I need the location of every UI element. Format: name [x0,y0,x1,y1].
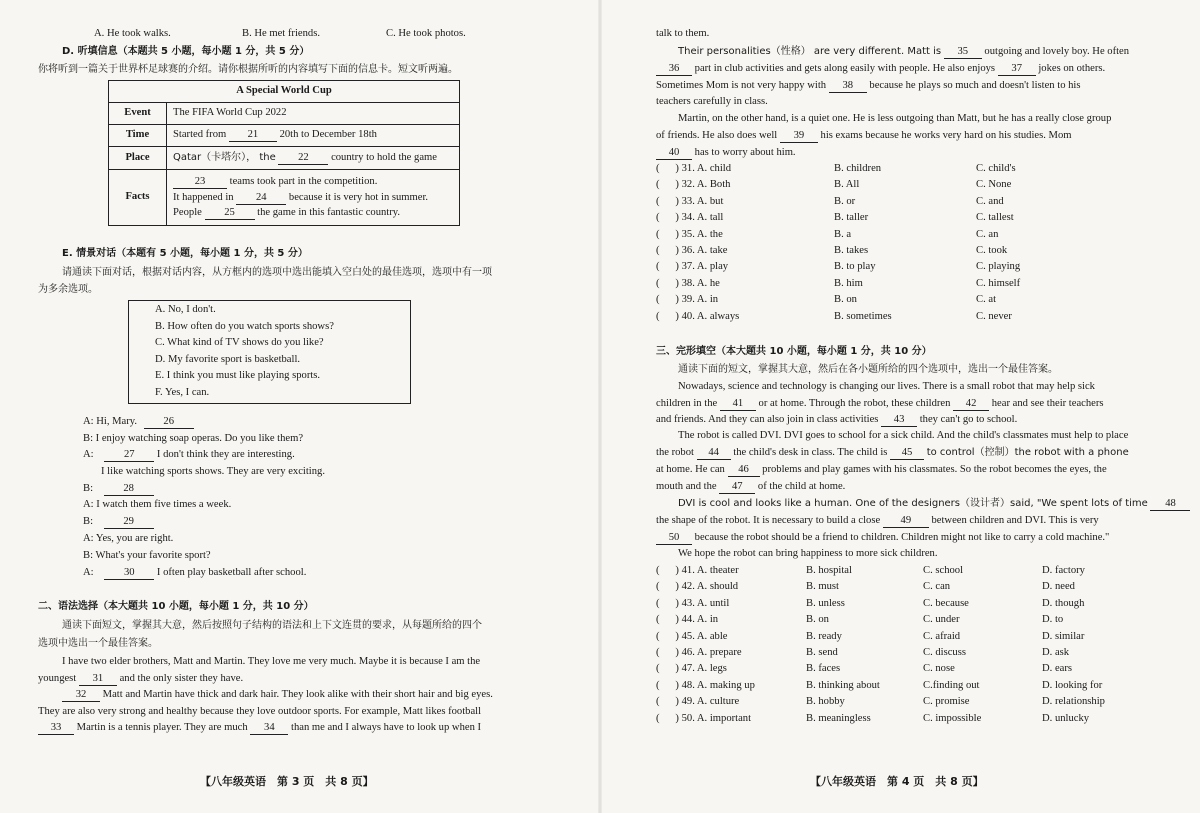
choice-option-a[interactable]: ( ) 43. A. until [656,597,730,609]
passage-line: talk to them. [656,28,710,39]
place-label: Place [109,147,167,170]
choice-option-c[interactable]: C.finding out [923,679,980,691]
facts-line-2-pre: It happened in [173,191,234,203]
time-label: Time [109,125,167,147]
choice-option-b[interactable]: B. or [834,195,856,207]
passage-line: I have two elder brothers, Matt and Martin. They love me very much. Maybe it is because I am the [62,656,481,667]
choice-option-d[interactable]: D. to [1042,614,1064,626]
facts-label: Facts [109,170,167,226]
dialogue-option: D. My favorite sport is basketball. [155,353,301,365]
passage-text: part in club activities and gets along easily with people. He also enjoys [694,63,996,74]
blank-26[interactable]: 26 [144,415,194,429]
choice-option-c[interactable]: C. discuss [923,647,966,658]
choice-option-a[interactable]: ( ) 50. A. important [656,712,752,724]
choice-option-a[interactable]: ( ) 42. A. should [656,581,739,593]
dialogue-text: I often play basketball after school. [156,567,307,578]
facts-line-3-post: the game in this fantastic country. [257,207,401,219]
passage-text: mouth and the [656,481,717,492]
passage-line [38,720,481,736]
dialogue-line-3 [83,447,295,463]
choice-option-d[interactable]: D. factory [1042,565,1085,576]
blank-49[interactable]: 49 [883,514,929,528]
time-pre: Started from [173,129,227,141]
passage-line [656,530,1109,546]
choice-option-a[interactable]: ( ) 49. A. culture [656,696,740,708]
choice-option-d[interactable]: D. unlucky [1042,712,1090,724]
choice-option-a[interactable]: ( ) 48. A. making up [656,679,755,691]
blank-37[interactable]: 37 [998,62,1036,76]
dialogue-line-1 [83,414,194,430]
passage-text: the robot [656,447,694,458]
section-3-instruction: 通读下面的短文，掌握其大意，然后在各小题所给的四个选项中，选出一个最佳答案。 [678,364,1058,375]
passage-text: Sometimes Mom is not very happy with [656,80,827,91]
blank-48[interactable]: 48 [1150,497,1190,511]
choice-option-b[interactable]: B. sometimes [834,310,892,322]
blank-36[interactable]: 36 [656,62,692,76]
choice-option-b[interactable]: B. thinking about [806,679,880,691]
time-value [167,125,460,147]
passage-line [678,44,1129,60]
passage-line [656,61,1105,77]
passage-line [656,513,1099,529]
choice-option-d[interactable]: D. looking for [1042,679,1103,691]
passage-line [656,445,1129,461]
passage-text: problems and play games with his classmates. So the robot becomes the eyes, the [762,464,1107,475]
dialogue-line-8: A: Yes, you are right. [83,533,174,544]
choice-option-b[interactable]: B. hospital [806,565,852,576]
passage-line [678,496,1190,512]
blank-50[interactable]: 50 [656,531,692,545]
blank-28[interactable]: 28 [104,482,154,496]
dialogue-text: I don't think they are interesting. [156,449,295,460]
passage-text: because the robot should be a friend to children. Children might not like to carry a cold machine." [694,532,1110,543]
passage-text: jokes on others. [1038,63,1106,74]
passage-text: outgoing and lovely boy. He often [984,46,1130,57]
choice-option-d[interactable]: D. ears [1042,663,1073,675]
choice-option-d[interactable]: D. need [1042,581,1075,593]
section-d-instruction: 你将听到一篇关于世界杯足球赛的介绍。请你根据所听的内容填写下面的信息卡。短文听两遍。 [38,64,458,75]
blank-22[interactable]: 22 [278,151,328,165]
passage-text: Their personalities（性格） are very different. Matt is [678,46,942,57]
dialogue-option: B. How often do you watch sports shows? [155,320,334,332]
dialogue-line-6: A: I watch them five times a week. [83,499,232,510]
choice-option-b[interactable]: B. faces [806,663,841,675]
dialogue-option: C. What kind of TV shows do you like? [155,337,324,348]
blank-23[interactable]: 23 [173,175,227,189]
choice-option-b[interactable]: B. unless [806,597,845,609]
choice-option-a[interactable]: ( ) 37. A. play [656,261,729,273]
blank-30[interactable]: 30 [104,566,154,580]
blank-27[interactable]: 27 [104,448,154,462]
page-footer-left: 【八年级英语 第 3 页 共 8 页】 [200,775,374,788]
choice-option-c[interactable]: C. because [923,597,969,609]
choice-option-c[interactable]: C. an [976,228,999,240]
passage-line: They are also very strong and healthy because they love outdoor sports. For example, Matt likes football [38,706,482,717]
choice-option-d[interactable]: D. though [1042,597,1085,609]
choice-option-c[interactable]: C. child's [976,163,1016,174]
choice-option-c[interactable]: C. school [923,565,964,576]
choice-option-b[interactable]: B. All [834,179,860,191]
passage-line [656,78,1081,94]
passage-line [656,479,845,495]
dialogue-line-4: I like watching sports shows. They are very exciting. [101,466,325,477]
choice-option-b[interactable]: B. children [834,163,882,174]
choice-option-a[interactable]: ( ) 31. A. child [656,163,732,174]
choice-option-c[interactable]: C. nose [923,663,955,675]
passage-line [656,128,1072,144]
blank-41[interactable]: 41 [720,397,756,411]
q-option-b: B. He met friends. [242,28,320,39]
dialogue-speaker: A: [83,449,94,460]
choice-option-b[interactable]: B. him [834,277,863,289]
dialogue-line-7 [83,514,154,530]
passage-text: or at home. Through the robot, these children [758,398,951,409]
blank-44[interactable]: 44 [697,446,731,460]
choice-option-b[interactable]: B. ready [806,630,842,642]
dialogue-option: F. Yes, I can. [155,386,210,398]
passage-text: Martin is a tennis player. They are much [76,722,248,733]
blank-21[interactable]: 21 [229,128,277,142]
blank-42[interactable]: 42 [953,397,989,411]
passage-text: DVI is cool and looks like a human. One of the designers（设计者）said, "We spent lots of time [678,498,1148,509]
choice-option-c[interactable]: C. never [976,310,1012,322]
facts-line-1: teams took part in the competition. [229,176,378,188]
passage-line: The robot is called DVI. DVI goes to school for a sick child. And the child's classmates must help to place [678,430,1129,441]
choice-option-c[interactable]: C. afraid [923,630,961,642]
blank-31[interactable]: 31 [79,672,117,686]
choice-option-b[interactable]: B. meaningless [806,712,871,724]
place-post: country to hold the game [331,151,437,163]
q-option-a: A. He took walks. [94,28,171,39]
passage-text: has to worry about him. [694,147,796,158]
blank-34[interactable]: 34 [250,721,288,735]
dialogue-speaker: B: [83,516,94,527]
passage-text: of the child at home. [757,481,846,492]
passage-text: hear and see their teachers [991,398,1104,409]
section-e-instruction-1: 请通读下面对话，根据对话内容，从方框内的选项中选出能填入空白处的最佳选项，选项中有一项 [62,267,492,278]
dialogue-option: E. I think you must like playing sports. [155,370,321,381]
choice-option-a[interactable]: ( ) 46. A. prepare [656,647,742,658]
dialogue-line-10 [83,565,306,581]
passage-text: the child's desk in class. The child is [733,447,888,458]
choice-option-c[interactable]: C. playing [976,261,1021,273]
passage-line [656,396,1104,412]
passage-text: youngest [38,673,77,684]
event-value: The FIFA World Cup 2022 [167,103,460,125]
blank-33[interactable]: 33 [38,721,74,735]
right-page [600,0,1200,813]
section-2-instruction-2: 选项中选出一个最佳答案。 [38,638,158,649]
choice-option-d[interactable]: D. relationship [1042,696,1105,708]
choice-option-a[interactable]: ( ) 35. A. the [656,228,723,240]
passage-line: teachers carefully in class. [656,96,768,107]
passage-text: of friends. He also does well [656,130,778,141]
section-2-title: 二、语法选择（本大题共 10 小题，每小题 1 分，共 10 分） [38,601,314,612]
choice-option-a[interactable]: ( ) 33. A. but [656,195,724,207]
choice-option-b[interactable]: B. on [834,294,857,306]
facts-line-2-post: because it is very hot in summer. [288,191,429,203]
choice-option-c[interactable]: C. impossible [923,712,982,724]
choice-option-b[interactable]: B. to play [834,261,876,273]
section-d-title: D. 听填信息（本题共 5 小题，每小题 1 分，共 5 分） [62,46,310,57]
blank-46[interactable]: 46 [728,463,760,477]
blank-35[interactable]: 35 [944,45,982,59]
blank-39[interactable]: 39 [780,129,818,143]
choice-option-a[interactable]: ( ) 40. A. always [656,310,740,322]
choice-option-b[interactable]: B. taller [834,212,869,224]
passage-line [62,687,493,703]
choice-option-c[interactable]: C. can [923,581,951,593]
passage-text: between children and DVI. This is very [931,515,1099,526]
passage-text: and the only sister they have. [119,673,244,684]
choice-option-c[interactable]: C. took [976,245,1008,256]
blank-40[interactable]: 40 [656,146,692,160]
event-label: Event [109,103,167,125]
q-option-c: C. He took photos. [386,28,466,39]
passage-text: children in the [656,398,718,409]
dialogue-line-5 [83,481,154,497]
dialogue-options-box [128,300,411,404]
choice-option-b[interactable]: B. must [806,581,839,593]
choice-option-a[interactable]: ( ) 36. A. take [656,245,728,256]
choice-option-d[interactable]: D. ask [1042,647,1070,658]
facts-value [167,170,460,226]
info-card-table [108,80,460,226]
dialogue-speaker: A: Hi, Mary. [83,416,138,427]
dialogue-line-9: B: What's your favorite sport? [83,550,211,561]
choice-option-a[interactable]: ( ) 47. A. legs [656,663,727,675]
choice-option-b[interactable]: B. a [834,228,852,240]
choice-option-a[interactable]: ( ) 41. A. theater [656,565,739,576]
facts-line-3-pre: People [173,207,202,219]
choice-option-a[interactable]: ( ) 44. A. in [656,614,719,626]
section-e-instruction-2: 为多余选项。 [38,284,98,295]
choice-option-a[interactable]: ( ) 39. A. in [656,294,719,306]
place-value [167,147,460,170]
passage-line [656,145,796,161]
dialogue-option: A. No, I don't. [155,304,216,315]
passage-text: and friends. And they can also join in class activities [656,414,879,425]
choice-option-a[interactable]: ( ) 32. A. Both [656,179,731,191]
choice-option-d[interactable]: D. similar [1042,630,1085,642]
passage-text: Matt and Martin have thick and dark hair. They look alike with their short hair and big eyes. [102,689,493,700]
blank-29[interactable]: 29 [104,515,154,529]
place-pre: Qatar（卡塔尔）， the [173,151,276,163]
choice-option-c[interactable]: C. None [976,179,1012,191]
blank-24[interactable]: 24 [236,191,286,205]
passage-text: at home. He can [656,464,725,475]
passage-text: to control（控制）the robot with a phone [926,447,1129,458]
choice-option-a[interactable]: ( ) 34. A. tall [656,212,724,224]
choice-option-c[interactable]: C. himself [976,277,1021,289]
choice-option-c[interactable]: C. and [976,195,1004,207]
blank-32[interactable]: 32 [62,688,100,702]
blank-25[interactable]: 25 [205,206,255,220]
dialogue-speaker: A: [83,567,94,578]
passage-text: they can't go to school. [919,414,1018,425]
choice-option-b[interactable]: B. takes [834,245,869,256]
choice-option-c[interactable]: C. promise [923,696,970,708]
choice-option-c[interactable]: C. under [923,614,960,626]
section-e-title: E. 情景对话（本题有 5 小题，每小题 1 分，共 5 分） [62,248,308,259]
passage-line: We hope the robot can bring happiness to more sick children. [678,548,938,559]
blank-38[interactable]: 38 [829,79,867,93]
info-card-title: A Special World Cup [109,81,460,103]
choice-option-a[interactable]: ( ) 45. A. able [656,630,728,642]
dialogue-speaker: B: [83,483,94,494]
choice-option-a[interactable]: ( ) 38. A. he [656,277,720,289]
passage-line [656,412,1017,428]
passage-text: his exams because he works very hard on his studies. Mom [820,130,1072,141]
blank-45[interactable]: 45 [890,446,924,460]
choice-option-b[interactable]: B. on [806,614,829,626]
choice-option-c[interactable]: C. tallest [976,212,1014,224]
passage-text: than me and I always have to look up when I [291,722,482,733]
passage-text: the shape of the robot. It is necessary to build a close [656,515,881,526]
dialogue-line-2: B: I enjoy watching soap operas. Do you like them? [83,433,304,444]
time-post: 20th to December 18th [279,129,377,141]
section-2-instruction-1: 通读下面短文，掌握其大意，然后按照句子结构的语法和上下文连贯的要求，从每题所给的四个 [62,620,482,631]
choice-option-b[interactable]: B. send [806,647,838,658]
blank-47[interactable]: 47 [719,480,755,494]
passage-text: because he plays so much and doesn't listen to his [869,80,1081,91]
page-footer-right: 【八年级英语 第 4 页 共 8 页】 [810,775,984,788]
passage-line [656,462,1107,478]
choice-option-c[interactable]: C. at [976,294,997,306]
passage-line: Nowadays, science and technology is changing our lives. There is a small robot that may help sick [678,381,1095,392]
section-3-title: 三、完形填空（本大题共 10 小题，每小题 1 分，共 10 分） [656,346,932,357]
blank-43[interactable]: 43 [881,413,917,427]
choice-option-b[interactable]: B. hobby [806,696,845,708]
passage-line [38,671,243,687]
passage-line: Martin, on the other hand, is a quiet one. He is less outgoing than Matt, but he has a really close group [678,113,1112,124]
